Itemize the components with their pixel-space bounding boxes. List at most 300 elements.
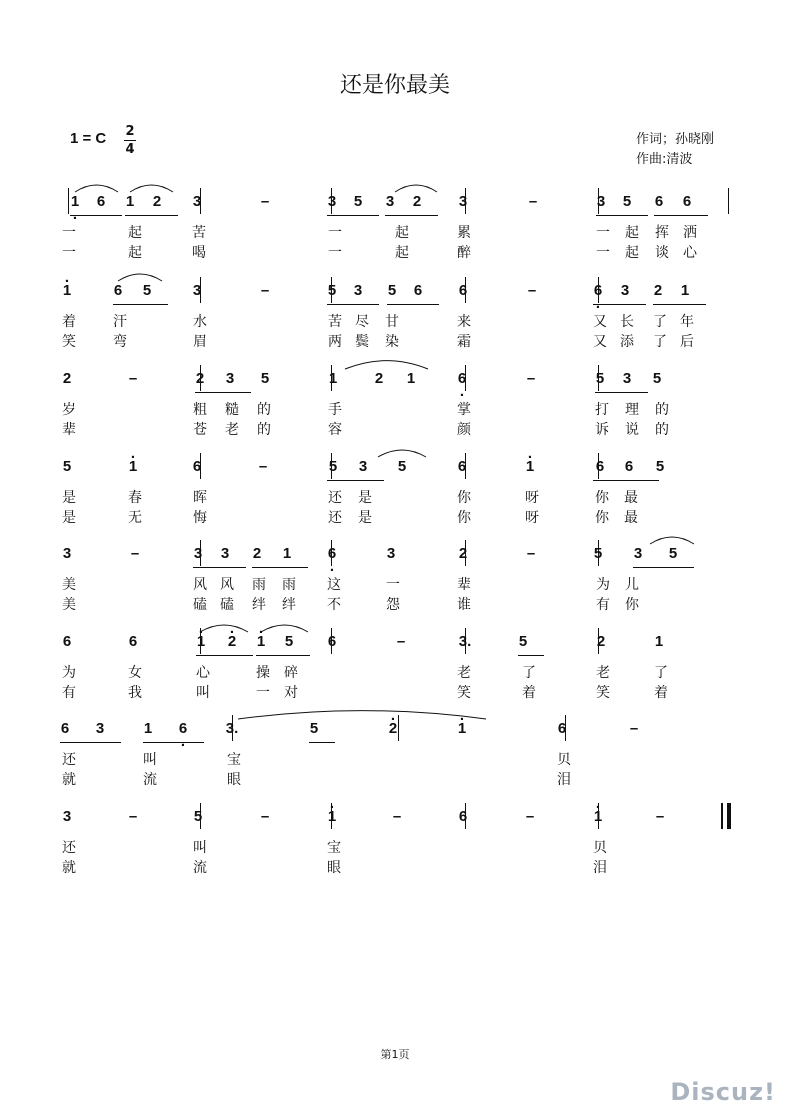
lyric-verse-2: 美 bbox=[62, 597, 76, 613]
lyric-verse-1: 你 bbox=[457, 490, 471, 506]
note: 6 bbox=[457, 458, 467, 475]
note: – bbox=[128, 370, 138, 387]
note: – bbox=[525, 808, 535, 825]
score-row bbox=[0, 620, 790, 708]
beam bbox=[633, 567, 694, 568]
note: 2 bbox=[227, 633, 237, 650]
lyric-verse-1: 着 bbox=[62, 314, 76, 330]
lyric-verse-2: 一 bbox=[62, 245, 76, 261]
note: 6 bbox=[413, 282, 423, 299]
note: 1 bbox=[256, 633, 266, 650]
note: 2 bbox=[653, 282, 663, 299]
lyric-verse-1: 贝 bbox=[557, 752, 571, 768]
note: 5 bbox=[309, 720, 319, 737]
composer-credit: 作曲:清波 bbox=[636, 152, 693, 167]
beam bbox=[195, 392, 251, 393]
lyric-verse-2: 着 bbox=[654, 685, 668, 701]
lyric-verse-2: 你 bbox=[625, 597, 639, 613]
slur bbox=[345, 361, 428, 369]
song-title: 还是你最美 bbox=[339, 73, 450, 98]
note: 3 bbox=[95, 720, 105, 737]
time-signature-line bbox=[124, 140, 136, 141]
lyric-verse-2: 谈 bbox=[655, 245, 669, 261]
note: 5 bbox=[593, 545, 603, 562]
score-row bbox=[0, 269, 790, 357]
note: 5 bbox=[652, 370, 662, 387]
high-octave-dot: . bbox=[198, 620, 204, 637]
beam bbox=[654, 215, 708, 216]
note: 3 bbox=[192, 193, 202, 210]
note: 3 bbox=[386, 545, 396, 562]
lyric-verse-1: 风 bbox=[193, 577, 207, 593]
lyric-verse-2: 笑 bbox=[457, 685, 471, 701]
final-barline-thin bbox=[721, 803, 723, 829]
slur bbox=[200, 625, 248, 632]
note: 6 bbox=[654, 193, 664, 210]
note: 6 bbox=[62, 633, 72, 650]
note: 5 bbox=[260, 370, 270, 387]
note: 5 bbox=[387, 282, 397, 299]
beam bbox=[596, 215, 648, 216]
lyric-verse-1: 尽 bbox=[355, 314, 369, 330]
lyric-verse-1: 为 bbox=[62, 665, 76, 681]
lyric-verse-1: 贝 bbox=[593, 840, 607, 856]
lyric-verse-1: 掌 bbox=[457, 402, 471, 418]
note: – bbox=[258, 458, 268, 475]
note: – bbox=[528, 193, 538, 210]
slur bbox=[75, 185, 118, 192]
lyric-verse-2: 笑 bbox=[596, 685, 610, 701]
note: 3 bbox=[192, 282, 202, 299]
beam bbox=[385, 215, 438, 216]
note: 3 bbox=[193, 545, 203, 562]
lyric-verse-1: 为 bbox=[596, 577, 610, 593]
slurs bbox=[0, 703, 790, 723]
lyric-verse-1: 是 bbox=[62, 490, 76, 506]
lyric-verse-1: 碎 bbox=[284, 665, 298, 681]
high-octave-dot: . bbox=[527, 445, 533, 462]
slur bbox=[378, 450, 426, 457]
beam bbox=[327, 480, 384, 481]
lyric-verse-2: 一 bbox=[328, 245, 342, 261]
lyric-verse-1: 操 bbox=[256, 665, 270, 681]
note: – bbox=[526, 545, 536, 562]
note: 5 bbox=[655, 458, 665, 475]
note: 2 bbox=[252, 545, 262, 562]
note: 5 bbox=[668, 545, 678, 562]
lyric-verse-1: 起 bbox=[128, 225, 142, 241]
beam bbox=[593, 480, 659, 481]
lyric-verse-2: 起 bbox=[625, 245, 639, 261]
note: 6 bbox=[458, 282, 468, 299]
note: 6 bbox=[457, 370, 467, 387]
slurs bbox=[0, 616, 790, 636]
score-row bbox=[0, 540, 790, 620]
lyric-verse-2: 是 bbox=[62, 510, 76, 526]
note: 3 bbox=[327, 193, 337, 210]
lyric-verse-2: 谁 bbox=[457, 597, 471, 613]
note: 1 bbox=[593, 808, 603, 825]
lyric-verse-1: 宝 bbox=[327, 840, 341, 856]
lyric-verse-2: 磕 bbox=[220, 597, 234, 613]
lyric-verse-1: 最 bbox=[624, 490, 638, 506]
lyric-verse-2: 是 bbox=[358, 510, 372, 526]
lyric-verse-1: 粗 bbox=[193, 402, 207, 418]
lyric-verse-1: 累 bbox=[457, 225, 471, 241]
score-row bbox=[0, 188, 790, 268]
lyric-verse-2: 有 bbox=[596, 597, 610, 613]
note: 2 bbox=[152, 193, 162, 210]
lyric-verse-1: 一 bbox=[328, 225, 342, 241]
high-octave-dot: . bbox=[258, 620, 264, 637]
lyric-verse-1: 理 bbox=[625, 402, 639, 418]
note: 1 bbox=[680, 282, 690, 299]
note: 1 bbox=[125, 193, 135, 210]
lyric-verse-2: 对 bbox=[284, 685, 298, 701]
note: – bbox=[527, 282, 537, 299]
beam bbox=[125, 215, 178, 216]
beam bbox=[309, 742, 335, 743]
lyric-verse-2: 眼 bbox=[227, 772, 241, 788]
note: 5 bbox=[397, 458, 407, 475]
note: 6 bbox=[128, 633, 138, 650]
lyric-verse-2: 霜 bbox=[457, 334, 471, 350]
slur bbox=[650, 537, 694, 544]
lyric-verse-2: 说 bbox=[625, 422, 639, 438]
note: 3 bbox=[220, 545, 230, 562]
high-octave-dot: . bbox=[459, 707, 465, 724]
note: – bbox=[130, 545, 140, 562]
slurs bbox=[0, 353, 790, 373]
lyric-verse-1: 长 bbox=[620, 314, 634, 330]
beam bbox=[113, 304, 168, 305]
beam bbox=[518, 655, 544, 656]
note: 5 bbox=[328, 458, 338, 475]
note: 5 bbox=[284, 633, 294, 650]
lyric-verse-1: 叫 bbox=[143, 752, 157, 768]
lyric-verse-2: 着 bbox=[522, 685, 536, 701]
lyric-verse-2: 诉 bbox=[595, 422, 609, 438]
high-octave-dot: . bbox=[229, 620, 235, 637]
note: 2 bbox=[195, 370, 205, 387]
lyric-verse-2: 不 bbox=[327, 597, 341, 613]
note: 1 bbox=[70, 193, 80, 210]
lyric-verse-2: 你 bbox=[595, 510, 609, 526]
note: – bbox=[629, 720, 639, 737]
lyric-verse-2: 最 bbox=[624, 510, 638, 526]
note: 5 bbox=[142, 282, 152, 299]
beam bbox=[252, 567, 308, 568]
lyric-verse-2: 怨 bbox=[386, 597, 400, 613]
lyric-verse-2: 鬓 bbox=[355, 334, 369, 350]
high-octave-dot: . bbox=[130, 445, 136, 462]
beam bbox=[595, 392, 648, 393]
lyric-verse-1: 的 bbox=[257, 402, 271, 418]
high-octave-dot: . bbox=[329, 795, 335, 812]
lyric-verse-1: 洒 bbox=[683, 225, 697, 241]
beam bbox=[60, 742, 121, 743]
page-number: 第1页 bbox=[380, 1048, 410, 1061]
lyric-verse-1: 雨 bbox=[252, 577, 266, 593]
note: 1 bbox=[62, 282, 72, 299]
note: 6 bbox=[682, 193, 692, 210]
low-octave-dot: . bbox=[459, 383, 465, 400]
lyric-verse-1: 手 bbox=[328, 402, 342, 418]
note: 2 bbox=[374, 370, 384, 387]
note: 1 bbox=[143, 720, 153, 737]
lyric-verse-1: 女 bbox=[128, 665, 142, 681]
note: 3 bbox=[633, 545, 643, 562]
slur bbox=[261, 625, 308, 632]
lyric-verse-1: 的 bbox=[655, 402, 669, 418]
high-octave-dot: . bbox=[595, 795, 601, 812]
note: 6 bbox=[327, 633, 337, 650]
lyric-verse-1: 一 bbox=[62, 225, 76, 241]
note: – bbox=[396, 633, 406, 650]
lyric-verse-2: 后 bbox=[680, 334, 694, 350]
lyric-verse-1: 美 bbox=[62, 577, 76, 593]
note: 3. bbox=[458, 633, 472, 650]
beam bbox=[196, 655, 253, 656]
lyric-verse-2: 呀 bbox=[525, 510, 539, 526]
note: – bbox=[260, 282, 270, 299]
note: 1 bbox=[327, 808, 337, 825]
slur bbox=[238, 711, 486, 719]
note: 1 bbox=[282, 545, 292, 562]
lyric-verse-2: 眉 bbox=[193, 334, 207, 350]
lyric-verse-2: 又 bbox=[593, 334, 607, 350]
note: 1 bbox=[654, 633, 664, 650]
lyric-verse-2: 染 bbox=[385, 334, 399, 350]
lyric-verse-1: 老 bbox=[457, 665, 471, 681]
note: 3 bbox=[358, 458, 368, 475]
slurs bbox=[0, 528, 790, 548]
lyric-verse-2: 眼 bbox=[327, 860, 341, 876]
slurs bbox=[0, 176, 790, 196]
time-signature-bottom: 4 bbox=[125, 142, 135, 157]
lyric-verse-2: 起 bbox=[128, 245, 142, 261]
lyric-verse-1: 儿 bbox=[625, 577, 639, 593]
lyric-verse-2: 的 bbox=[655, 422, 669, 438]
lyric-verse-2: 心 bbox=[683, 245, 697, 261]
note: 5 bbox=[518, 633, 528, 650]
lyric-verse-1: 宝 bbox=[227, 752, 241, 768]
score-row bbox=[0, 795, 790, 883]
lyric-verse-1: 水 bbox=[193, 314, 207, 330]
lyric-verse-1: 来 bbox=[457, 314, 471, 330]
note: 1 bbox=[328, 370, 338, 387]
high-octave-dot: . bbox=[390, 707, 396, 724]
lyric-verse-2: 还 bbox=[328, 510, 342, 526]
lyric-verse-1: 甘 bbox=[385, 314, 399, 330]
note: 3 bbox=[596, 193, 606, 210]
lyric-verse-1: 了 bbox=[654, 665, 668, 681]
lyric-verse-1: 苦 bbox=[328, 314, 342, 330]
lyric-verse-2: 容 bbox=[328, 422, 342, 438]
beam bbox=[387, 304, 439, 305]
lyric-verse-1: 还 bbox=[62, 752, 76, 768]
lyric-verse-2: 喝 bbox=[192, 245, 206, 261]
note: 2 bbox=[62, 370, 72, 387]
watermark: Discuz! bbox=[670, 1078, 776, 1106]
score-row bbox=[0, 445, 790, 533]
lyric-verse-2: 悔 bbox=[193, 510, 207, 526]
lyric-verse-2: 流 bbox=[143, 772, 157, 788]
note: 6 bbox=[113, 282, 123, 299]
note: – bbox=[655, 808, 665, 825]
lyric-verse-2: 我 bbox=[128, 685, 142, 701]
lyric-verse-2: 辈 bbox=[62, 422, 76, 438]
lyricist-credit: 作词；孙晓刚 bbox=[636, 132, 715, 147]
lyric-verse-1: 你 bbox=[595, 490, 609, 506]
lyric-verse-1: 晖 bbox=[193, 490, 207, 506]
lyric-verse-1: 年 bbox=[680, 314, 694, 330]
note: – bbox=[392, 808, 402, 825]
slurs bbox=[0, 265, 790, 285]
lyric-verse-1: 汗 bbox=[113, 314, 127, 330]
lyric-verse-2: 两 bbox=[328, 334, 342, 350]
note: 6 bbox=[60, 720, 70, 737]
high-octave-dot: . bbox=[64, 269, 70, 286]
lyric-verse-2: 苍 bbox=[193, 422, 207, 438]
lyric-verse-2: 笑 bbox=[62, 334, 76, 350]
beam bbox=[593, 304, 646, 305]
lyric-verse-2: 你 bbox=[457, 510, 471, 526]
lyric-verse-2: 叫 bbox=[196, 685, 210, 701]
lyric-verse-1: 心 bbox=[196, 665, 210, 681]
lyric-verse-2: 一 bbox=[596, 245, 610, 261]
lyric-verse-2: 弯 bbox=[113, 334, 127, 350]
note: 6 bbox=[327, 545, 337, 562]
note: 3 bbox=[385, 193, 395, 210]
note: 1 bbox=[196, 633, 206, 650]
note: 3 bbox=[62, 545, 72, 562]
lyric-verse-2: 一 bbox=[256, 685, 270, 701]
lyric-verse-1: 辈 bbox=[457, 577, 471, 593]
lyric-verse-1: 这 bbox=[327, 577, 341, 593]
note: 2 bbox=[388, 720, 398, 737]
lyric-verse-2: 泪 bbox=[557, 772, 571, 788]
lyric-verse-1: 起 bbox=[395, 225, 409, 241]
slur bbox=[395, 185, 437, 192]
lyric-verse-2: 绊 bbox=[282, 597, 296, 613]
lyric-verse-2: 颜 bbox=[457, 422, 471, 438]
lyric-verse-1: 糙 bbox=[225, 402, 239, 418]
lyric-verse-1: 了 bbox=[653, 314, 667, 330]
note: 5 bbox=[595, 370, 605, 387]
time-signature-top: 2 bbox=[125, 124, 135, 139]
note: 5 bbox=[622, 193, 632, 210]
note: 6 bbox=[178, 720, 188, 737]
lyric-verse-1: 了 bbox=[522, 665, 536, 681]
note: 2 bbox=[596, 633, 606, 650]
lyric-verse-1: 起 bbox=[625, 225, 639, 241]
note: 5 bbox=[353, 193, 363, 210]
note: 3 bbox=[622, 370, 632, 387]
beam bbox=[327, 304, 379, 305]
lyric-verse-2: 起 bbox=[395, 245, 409, 261]
note: 5 bbox=[62, 458, 72, 475]
beam bbox=[70, 215, 122, 216]
lyric-verse-1: 呀 bbox=[525, 490, 539, 506]
lyric-verse-1: 一 bbox=[386, 577, 400, 593]
lyric-verse-2: 泪 bbox=[593, 860, 607, 876]
lyric-verse-1: 岁 bbox=[62, 402, 76, 418]
beam bbox=[193, 567, 246, 568]
note: 6 bbox=[557, 720, 567, 737]
note: 3 bbox=[62, 808, 72, 825]
note: 6 bbox=[595, 458, 605, 475]
note: 6 bbox=[96, 193, 106, 210]
lyric-verse-2: 有 bbox=[62, 685, 76, 701]
low-octave-dot: . bbox=[329, 558, 335, 575]
lyric-verse-1: 是 bbox=[358, 490, 372, 506]
note: 1 bbox=[457, 720, 467, 737]
key-signature: 1 = C bbox=[70, 130, 107, 147]
note: 6 bbox=[458, 808, 468, 825]
note: – bbox=[260, 193, 270, 210]
lyric-verse-1: 还 bbox=[328, 490, 342, 506]
note: 3. bbox=[225, 720, 239, 737]
note: 3 bbox=[353, 282, 363, 299]
lyric-verse-2: 流 bbox=[193, 860, 207, 876]
note: 5 bbox=[193, 808, 203, 825]
score-row bbox=[0, 707, 790, 795]
lyric-verse-1: 一 bbox=[596, 225, 610, 241]
lyric-verse-1: 打 bbox=[595, 402, 609, 418]
note: 6 bbox=[192, 458, 202, 475]
note: 1 bbox=[525, 458, 535, 475]
lyric-verse-1: 还 bbox=[62, 840, 76, 856]
lyric-verse-1: 又 bbox=[593, 314, 607, 330]
note: 3 bbox=[620, 282, 630, 299]
note: 6 bbox=[593, 282, 603, 299]
note: 2 bbox=[458, 545, 468, 562]
lyric-verse-1: 叫 bbox=[193, 840, 207, 856]
lyric-verse-2: 就 bbox=[62, 772, 76, 788]
time-signature bbox=[122, 124, 138, 157]
lyric-verse-1: 春 bbox=[128, 490, 142, 506]
lyric-verse-2: 无 bbox=[128, 510, 142, 526]
beam bbox=[327, 215, 379, 216]
lyric-verse-2: 添 bbox=[620, 334, 634, 350]
note: – bbox=[260, 808, 270, 825]
lyric-verse-1: 雨 bbox=[282, 577, 296, 593]
lyric-verse-2: 醉 bbox=[457, 245, 471, 261]
slur bbox=[118, 274, 162, 281]
lyric-verse-1: 挥 bbox=[655, 225, 669, 241]
final-barline-thick bbox=[727, 803, 731, 829]
note: 3 bbox=[225, 370, 235, 387]
lyric-verse-1: 老 bbox=[596, 665, 610, 681]
lyric-verse-2: 磕 bbox=[193, 597, 207, 613]
note: 1 bbox=[128, 458, 138, 475]
slur bbox=[130, 185, 173, 192]
lyric-verse-1: 苦 bbox=[192, 225, 206, 241]
note: – bbox=[128, 808, 138, 825]
note: – bbox=[526, 370, 536, 387]
slurs bbox=[0, 441, 790, 461]
beam bbox=[143, 742, 204, 743]
score-row bbox=[0, 365, 790, 445]
lyric-verse-2: 老 bbox=[225, 422, 239, 438]
note: 3 bbox=[458, 193, 468, 210]
lyric-verse-2: 就 bbox=[62, 860, 76, 876]
lyric-verse-2: 的 bbox=[257, 422, 271, 438]
beam bbox=[653, 304, 706, 305]
beam bbox=[256, 655, 310, 656]
note: 1 bbox=[406, 370, 416, 387]
